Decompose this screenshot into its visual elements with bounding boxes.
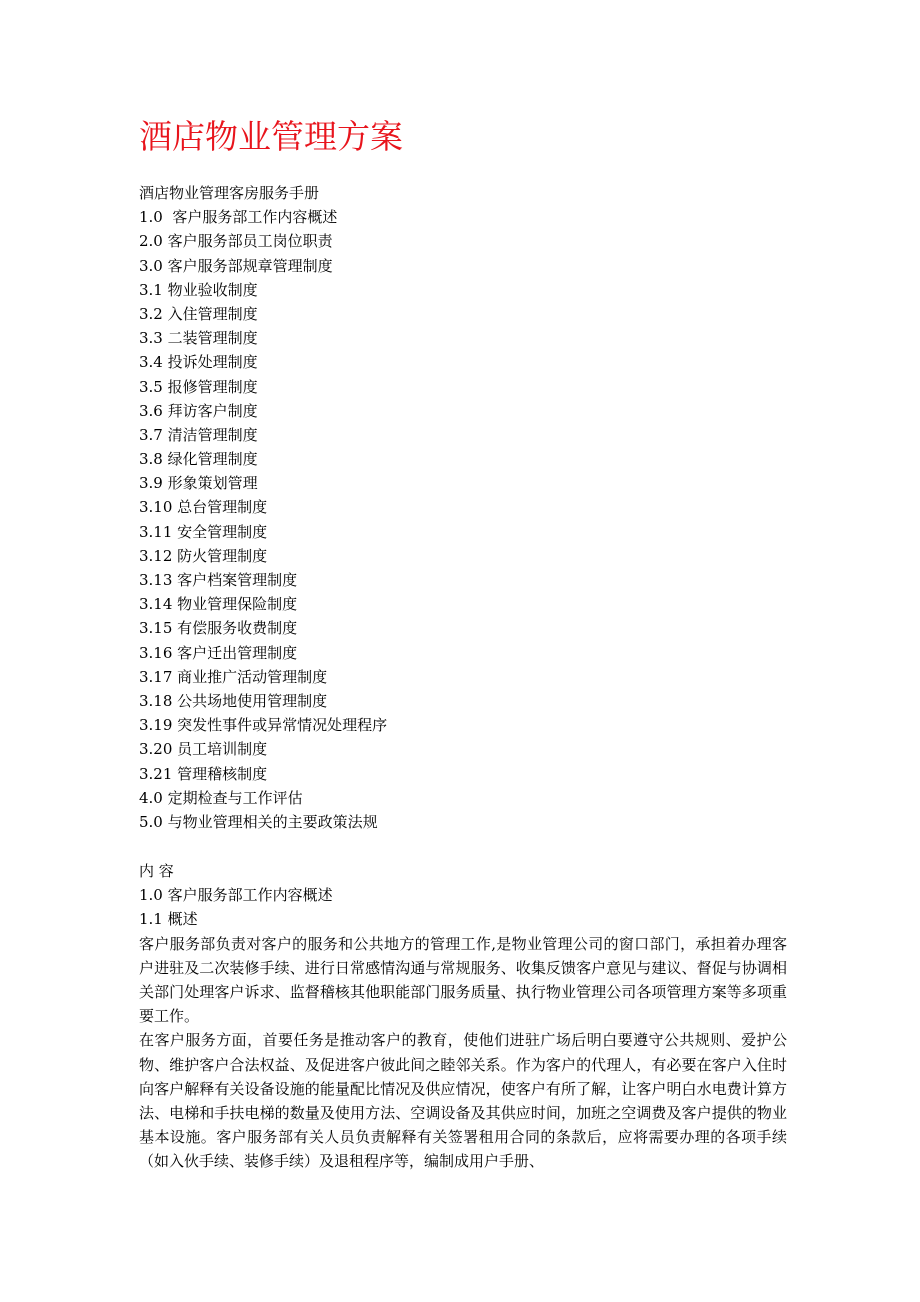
toc-item: 3.0 客户服务部规章管理制度 [139, 256, 333, 275]
toc-item: 3.15 有偿服务收费制度 [139, 619, 298, 638]
subsection-heading: 1.1 概述 [139, 910, 198, 929]
toc-item: 3.13 客户档案管理制度 [139, 571, 298, 589]
toc-item: 3.21 管理稽核制度 [139, 764, 268, 783]
body-paragraph: 客户服务部负责对客户的服务和公共地方的管理工作,是物业管理公司的窗口部门，承担着办理客户进驻及二次装修手续、进行日常感情沟通与常规服务、收集反馈客户意见与建议、督促与协调相关部门处理客户诉求、监督稽核其他职能部门服务质量、执行物业管理公司各项管理方案等多项重要工作。 [139, 934, 787, 1026]
document-title: 酒店物业管理方案 [139, 117, 403, 156]
toc-item: 3.17 商业推广活动管理制度 [139, 667, 328, 686]
toc-item: 3.4 投诉处理制度 [139, 353, 258, 372]
content-section [139, 859, 787, 1174]
toc-item: 3.9 形象策划管理 [139, 474, 258, 493]
toc-item: 1.0 客户服务部工作内容概述 [139, 208, 338, 227]
toc-item: 3.7 清洁管理制度 [139, 425, 258, 444]
body-paragraph: 在客户服务方面，首要任务是推动客户的教育，使他们进驻广场后明白要遵守公共规则、爱护公物、维护客户合法权益、及促进客户彼此间之睦邻关系。作为客户的代理人，有必要在客户入住时向客户解释有关设备设施的能量配比情况及供应情况，使客户有所了解，让客户明白水电费计算方法、电梯和手扶电梯的数量及使用方法、空调设备及其供应时间，加班之空调费及客户提供的物业基本设施。客户服务部有关人员负责解释有关签署租用合同的条款后，应将需要办理的各项手续（如入伙手续、装修手续）及退租程序等，编制成用户手册、 [139, 1031, 787, 1171]
toc-item: 3.3 二装管理制度 [139, 329, 258, 348]
toc-item: 3.18 公共场地使用管理制度 [139, 691, 328, 710]
toc-item: 3.1 物业验收制度 [139, 280, 258, 299]
content-heading: 内 容 [139, 862, 174, 880]
toc-item: 3.8 绿化管理制度 [139, 450, 258, 469]
toc-item: 3.5 报修管理制度 [139, 377, 258, 396]
toc-item: 3.14 物业管理保险制度 [139, 595, 298, 614]
toc-item: 3.12 防火管理制度 [139, 546, 268, 565]
toc-item: 3.2 入住管理制度 [139, 304, 258, 323]
toc-item: 4.0 定期检查与工作评估 [139, 788, 303, 807]
table-of-contents [139, 181, 799, 834]
toc-item: 3.11 安全管理制度 [139, 522, 268, 541]
toc-item: 3.20 员工培训制度 [139, 740, 268, 759]
toc-item: 3.19 突发性事件或异常情况处理程序 [139, 716, 388, 735]
toc-item: 5.0 与物业管理相关的主要政策法规 [139, 812, 378, 831]
toc-item: 3.10 总台管理制度 [139, 498, 268, 517]
toc-item: 3.6 拜访客户制度 [139, 401, 258, 420]
toc-item: 酒店物业管理客房服务手册 [139, 184, 320, 202]
toc-item: 3.16 客户迁出管理制度 [139, 643, 298, 662]
toc-item: 2.0 客户服务部员工岗位职责 [139, 232, 333, 251]
section-heading: 1.0 客户服务部工作内容概述 [139, 886, 333, 905]
